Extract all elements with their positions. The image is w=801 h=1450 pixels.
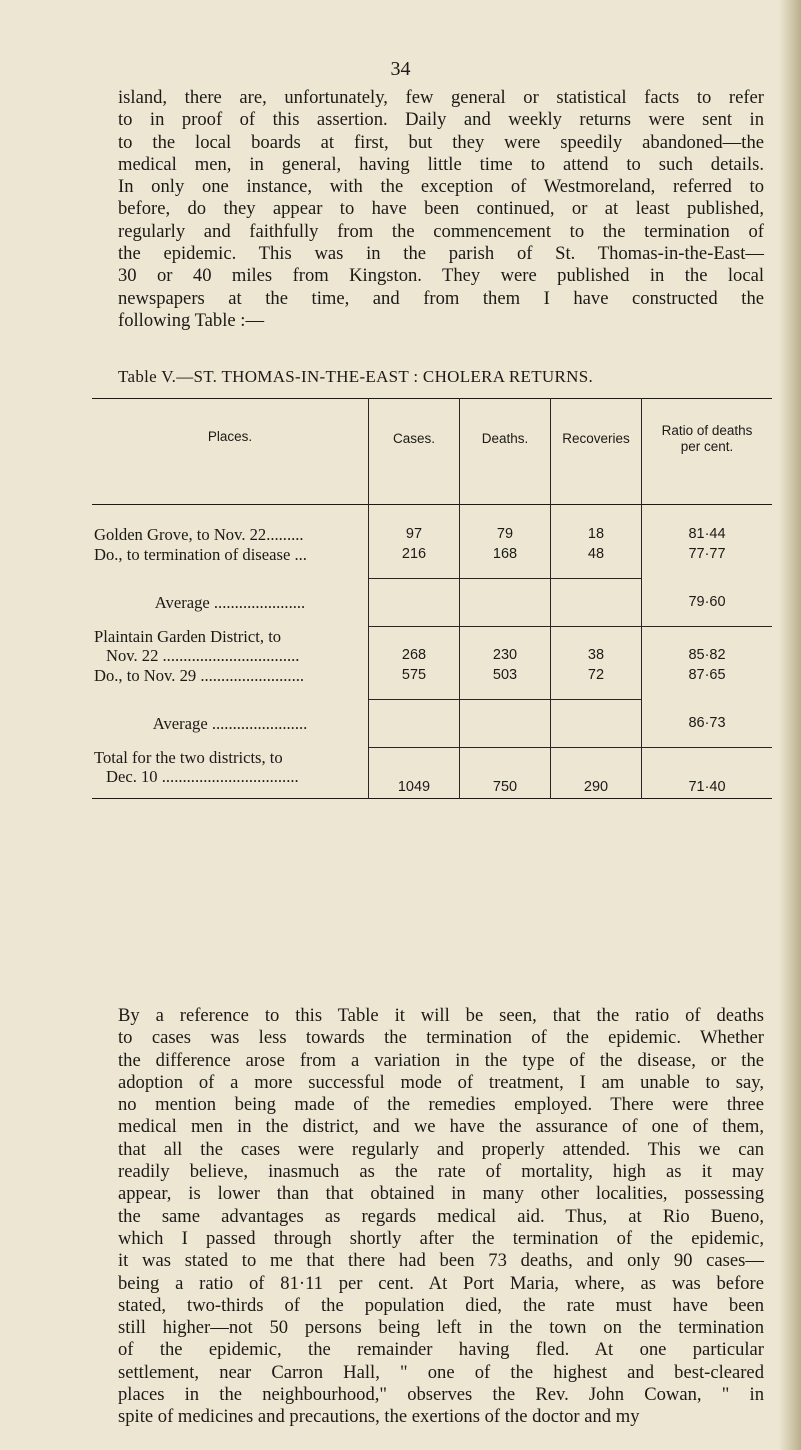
text-line: settlement, near Carron Hall, " one of the highest and best-cleared — [118, 1361, 764, 1383]
place-label: Nov. 22 ................................. — [106, 646, 300, 665]
header-cases: Cases. — [369, 399, 460, 505]
average-label: Average ....................... — [152, 713, 308, 733]
place-cell — [92, 627, 369, 700]
page-number: 34 — [390, 58, 411, 80]
text-line: appear, is lower than that obtained in many other localities, possessing — [118, 1183, 764, 1205]
text-line: medical men in the district, and we have the assurance of one of them, — [118, 1116, 764, 1138]
deaths-cell: 79 168 — [460, 505, 551, 579]
page-edge-shadow — [779, 0, 801, 1450]
text-line: of the epidemic, the remainder having fled. At one particular — [118, 1339, 764, 1361]
average-label: Average ...................... — [154, 592, 306, 612]
text-line: the difference arose from a variation in the type of the disease, or the — [118, 1049, 764, 1071]
text-line: the epidemic. This was in the parish of St. Thomas-in-the-East— — [118, 243, 764, 265]
closing-paragraph — [118, 1005, 764, 1429]
cases-cell: 268 575 — [369, 627, 460, 700]
place-label: Do., to Nov. 29 ......................... — [94, 665, 305, 685]
recoveries-cell: 18 48 — [551, 505, 642, 579]
ratio-cell: 81·44 77·77 — [642, 505, 773, 579]
header-ratio — [642, 399, 773, 505]
text-line: still higher—not 50 persons being left in the town on the termination — [118, 1317, 764, 1339]
text-line: 30 or 40 miles from Kingston. They were published in the local — [118, 265, 764, 287]
place-label: Golden Grove, to Nov. 22......... — [94, 525, 304, 544]
text-line: being a ratio of 81·11 per cent. At Port Maria, where, as was before — [118, 1272, 764, 1294]
recoveries-cell: 38 72 — [551, 627, 642, 700]
text-line: following Table :— — [118, 309, 265, 331]
table-row-plaintain-garden-average — [92, 700, 772, 748]
deaths-cell: 750 — [460, 748, 551, 799]
intro-paragraph — [118, 87, 764, 332]
text-line: it was stated to me that there had been 73 deaths, and only 90 cases— — [118, 1250, 764, 1272]
recoveries-cell: 290 — [551, 748, 642, 799]
text-line: places in the neighbourhood," observes the Rev. John Cowan, " in — [118, 1384, 764, 1406]
place-label: Plaintain Garden District, to — [94, 626, 282, 646]
table-caption: Table V.—ST. THOMAS-IN-THE-EAST : CHOLERA RETURNS. — [118, 367, 594, 386]
text-line: to cases was less towards the termination of the epidemic. Whether — [118, 1027, 764, 1049]
text-line: In only one instance, with the exception of Westmoreland, referred to — [118, 176, 764, 198]
header-recoveries: Recoveries — [551, 399, 642, 505]
cholera-returns-table — [92, 398, 772, 799]
text-line: newspapers at the time, and from them I have constructed the — [118, 287, 764, 309]
text-line: to in proof of this assertion. Daily and weekly returns were sent in — [118, 109, 764, 131]
text-line: spite of medicines and precautions, the exertions of the doctor and my — [118, 1406, 640, 1428]
text-line: By a reference to this Table it will be seen, that the ratio of deaths — [118, 1005, 764, 1026]
place-cell — [92, 748, 369, 799]
text-line: regularly and faithfully from the commencement to the termination of — [118, 220, 764, 242]
table-row-golden-grove-average — [92, 579, 772, 627]
average-ratio: 86·73 — [642, 700, 773, 748]
text-line: before, do they appear to have been continued, or at least published, — [118, 198, 764, 220]
table-header-row — [92, 399, 772, 505]
text-line: which I passed through shortly after the termination of the epidemic, — [118, 1227, 764, 1249]
text-line: no mention being made of the remedies employed. There were three — [118, 1094, 764, 1116]
place-label: Dec. 10 ................................. — [106, 767, 299, 786]
header-deaths: Deaths. — [460, 399, 551, 505]
header-ratio-line: per cent. — [680, 439, 734, 454]
cases-cell: 1049 — [369, 748, 460, 799]
place-label: Total for the two districts, to — [94, 747, 283, 767]
text-line: medical men, in general, having little time to attend to such details. — [118, 153, 764, 175]
header-places: Places. — [207, 429, 253, 444]
average-ratio: 79·60 — [642, 579, 773, 627]
cases-cell: 97 216 — [369, 505, 460, 579]
table-row-plaintain-garden — [92, 627, 772, 700]
ratio-cell: 71·40 — [642, 748, 773, 799]
table-row-golden-grove — [92, 505, 772, 579]
table-row-total — [92, 748, 772, 799]
text-line: adoption of a more successful mode of treatment, I am unable to say, — [118, 1071, 764, 1093]
ratio-cell: 85·82 87·65 — [642, 627, 773, 700]
text-line: island, there are, unfortunately, few general or statistical facts to refer — [118, 87, 764, 108]
place-cell — [92, 505, 369, 579]
text-line: readily believe, inasmuch as the rate of mortality, high as it may — [118, 1161, 764, 1183]
text-line: that all the cases were regularly and properly attended. This we can — [118, 1138, 764, 1160]
header-ratio-line: Ratio of deaths — [661, 423, 753, 438]
place-label: Do., to termination of disease ... — [94, 544, 307, 564]
text-line: the same advantages as regards medical aid. Thus, at Rio Bueno, — [118, 1205, 764, 1227]
deaths-cell: 230 503 — [460, 627, 551, 700]
text-line: to the local boards at first, but they were speedily abandoned—the — [118, 131, 764, 153]
text-line: stated, two-thirds of the population died, the rate must have been — [118, 1294, 764, 1316]
